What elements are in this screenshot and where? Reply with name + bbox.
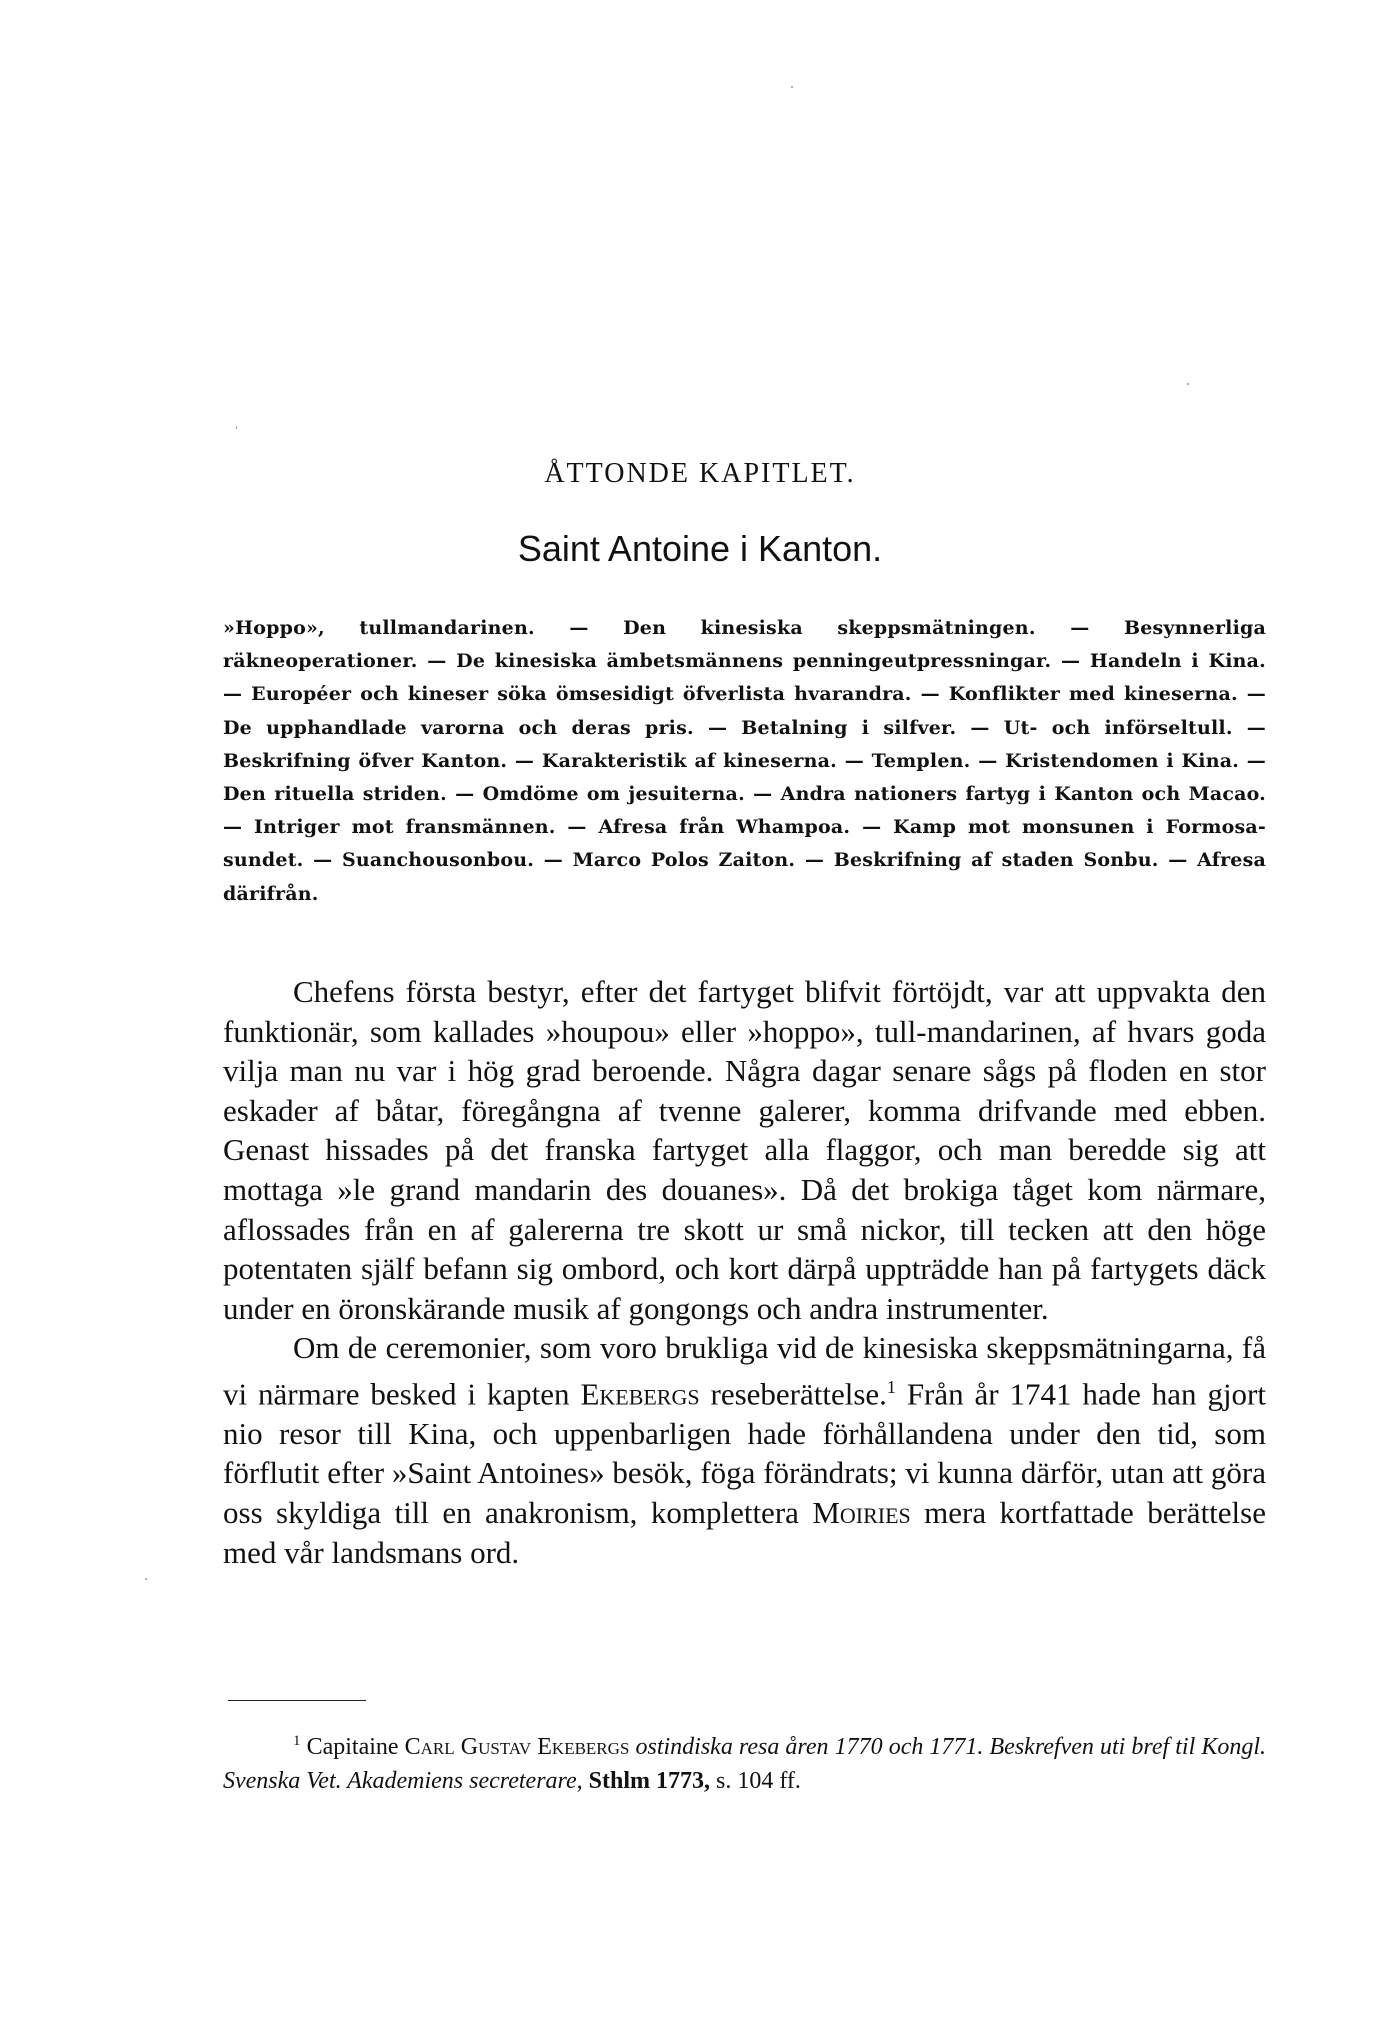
footnote-marker: 1 (293, 1733, 301, 1749)
chapter-heading: ÅTTONDE KAPITLET. (544, 458, 856, 489)
person-name-moirie: Moiries (812, 1495, 911, 1531)
footnote-author: Carl Gustav Ekebergs (404, 1734, 630, 1760)
scan-speck (145, 1578, 147, 1580)
footnote-divider (228, 1700, 366, 1701)
paragraph-2-part-b: reseberättelse. (699, 1376, 887, 1412)
chapter-summary: »Hoppo», tullmandarinen. — Den kinesiska skeppsmätningen. — Besynnerliga räkneoperationer. — De kinesiska ämbetsmännens penningeutpressningar. — Handeln i Kina. — Européer och kineser söka ömsesidigt öfverlista hvarandra. — Konflikter med kineserna. — De upphandlade varorna och deras pris. — Betalning i silfver. — Ut- och införseltull. — Beskrifning öfver Kanton. — Karakteristik af kineserna. — Templen. — Kristendomen i Kina. — Den rituella striden. — Omdöme om jesuiterna. — Andra nationers fartyg i Kanton och Macao. — Intriger mot fransmännen. — Afresa från Whampoa. — Kamp mot monsunen i Formosa-sundet. — Suanchousonbou. — Marco Polos Zaiton. — Beskrifning af staden Sonbu. — Afresa därifrån. (223, 617, 1266, 905)
footnote (223, 1724, 1266, 1798)
footnote-work-title: ostindiska resa åren 1770 och 1771. Beskrefven uti bref til Kongl. Svenska Vet. Akademiens secreterare, (223, 1734, 1267, 1794)
scan-speck (791, 86, 793, 88)
body-text (223, 972, 1266, 1572)
scan-speck (1187, 383, 1189, 385)
paragraph-2 (223, 1328, 1266, 1572)
footnote-pages: s. 104 ff. (710, 1768, 801, 1794)
scan-speck (236, 426, 237, 429)
chapter-title: Saint Antoine i Kanton. (517, 528, 883, 569)
footnote-reference: 1 (886, 1376, 896, 1397)
paragraph-2-part-d: mera kortfattade berättelse med vår landsmans ord. (223, 1495, 1266, 1570)
paragraph-2-part-c: Från år 1741 hade han gjort nio resor till Kina, och uppenbarligen hade förhållandena under den tid, som förflutit efter »Saint Antoines» besök, föga förändrats; vi kunna därför, utan att göra oss skyldiga till en anakronism, komplettera (223, 1376, 1266, 1531)
paragraph-2-part-a: Om de ceremonier, som voro brukliga vid de kinesiska skeppsmätningarna, få vi närmare besked i kapten (223, 1330, 1266, 1412)
paragraph-1: Chefens första bestyr, efter det fartyget blifvit förtöjdt, var att uppvakta den funktionär, som kallades »houpou» eller »hoppo», tull-mandarinen, af hvars goda vilja man nu var i hög grad beroende. Några dagar senare sågs på floden en stor eskader af båtar, föregångna af tvenne galerer, komma drifvande med ebben. Genast hissades på det franska fartyget alla flaggor, och man beredde sig att mottaga »le grand mandarin des douanes». Då det brokiga tåget kom närmare, aflossades från en af galererna tre skott ur små nickor, till tecken att den höge potentaten själf befann sig ombord, och kort därpå uppträdde han på fartygets däck under en öronskärande musik af gongongs och andra instrumenter. (223, 974, 1266, 1326)
footnote-prefix: Capitaine (300, 1734, 405, 1760)
footnote-place-year: Sthlm 1773, (582, 1768, 711, 1794)
person-name-ekeberg: Ekebergs (580, 1376, 700, 1412)
